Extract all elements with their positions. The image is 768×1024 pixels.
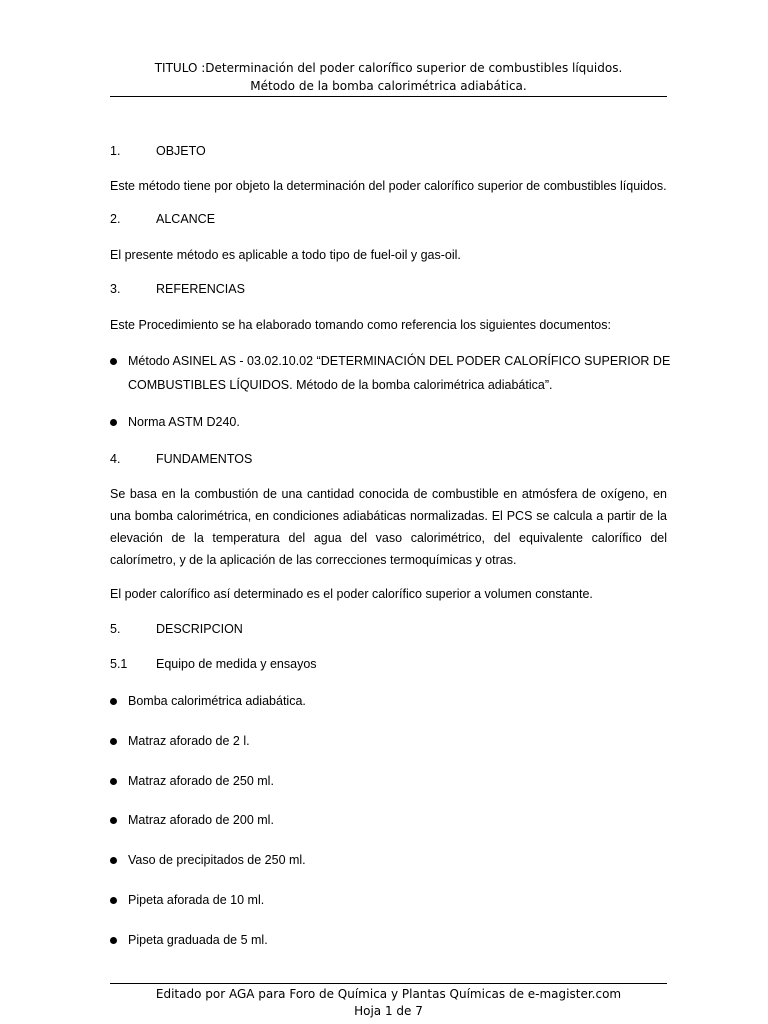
bullet-icon [110,778,117,785]
section-title: REFERENCIAS [156,282,245,296]
section-title: ALCANCE [156,212,216,226]
header-title-line2: Método de la bomba calorimétrica adiabática. [250,79,527,93]
bullet-icon [110,419,117,426]
equipment-item [110,848,306,872]
reference-line1: Norma ASTM D240. [128,415,240,429]
equipment-label: Pipeta graduada de 5 ml. [128,933,268,947]
section-number: 3. [110,282,121,296]
header-rule [110,96,667,97]
bullet-icon [110,358,117,365]
section-body-alcance: El presente método es aplicable a todo tipo de fuel-oil y gas-oil. [110,248,461,262]
section-body-objeto: Este método tiene por objeto la determinación del poder calorífico superior de combustibles líquidos. [110,179,667,193]
section-heading-referencias [110,278,245,300]
section-title: OBJETO [156,144,206,158]
section-heading-descripcion [110,618,243,640]
equipment-label: Vaso de precipitados de 250 ml. [128,853,306,867]
section-number: 4. [110,452,121,466]
bullet-icon [110,738,117,745]
bullet-icon [110,897,117,904]
equipment-label: Matraz aforado de 200 ml. [128,813,274,827]
header-title-line1: TITULO :Determinación del poder calorífico superior de combustibles líquidos. [154,61,623,75]
section-title: FUNDAMENTOS [156,452,253,466]
equipment-item [110,689,306,713]
page-header [110,59,667,95]
equipment-label: Matraz aforado de 2 l. [128,734,250,748]
footer-credit: Editado por AGA para Foro de Química y Plantas Químicas de e-magister.com [155,987,622,1001]
reference-line1: Método ASINEL AS - 03.02.10.02 “DETERMINACIÓN DEL PODER CALORÍFICO SUPERIOR DE [128,354,671,368]
equipment-item [110,928,268,952]
section-heading-objeto [110,140,206,162]
bullet-icon [110,857,117,864]
page-footer [110,986,667,1020]
section-number: 2. [110,212,121,226]
equipment-item [110,769,274,793]
equipment-label: Pipeta aforada de 10 ml. [128,893,265,907]
equipment-label: Bomba calorimétrica adiabática. [128,694,306,708]
reference-line2: COMBUSTIBLES LÍQUIDOS. Método de la bomba calorimétrica adiabática”. [128,378,553,392]
section-body-referencias: Este Procedimiento se ha elaborado tomando como referencia los siguientes documentos: [110,318,611,332]
subsection-title: Equipo de medida y ensayos [156,657,317,671]
equipment-label: Matraz aforado de 250 ml. [128,774,274,788]
section-number: 5. [110,622,121,636]
reference-item [110,410,240,434]
footer-rule [110,983,667,984]
section-number: 1. [110,144,121,158]
equipment-item [110,808,274,832]
section-body-fundamentos-2: El poder calorífico así determinado es el poder calorífico superior a volumen constante. [110,587,593,601]
bullet-icon [110,937,117,944]
section-body-fundamentos: Se basa en la combustión de una cantidad conocida de combustible en atmósfera de oxígeno, en una bomba calorimétrica, en condiciones adiabáticas normalizadas. El PCS se calcula a partir de la elevación de la temperatura del agua del vaso calorimétrico, del equivalente calorífico del calorímetro, y de la aplicación de las correcciones termoquímicas y otras. [110,487,667,567]
section-heading-alcance [110,208,215,230]
section-title: DESCRIPCION [156,622,243,636]
bullet-icon [110,698,117,705]
bullet-icon [110,817,117,824]
equipment-item [110,729,250,753]
subsection-heading-equipo [110,653,317,675]
page-number: Hoja 1 de 7 [354,1004,423,1018]
section-heading-fundamentos [110,448,252,470]
equipment-item [110,888,264,912]
reference-item [110,349,670,397]
subsection-number: 5.1 [110,657,128,671]
